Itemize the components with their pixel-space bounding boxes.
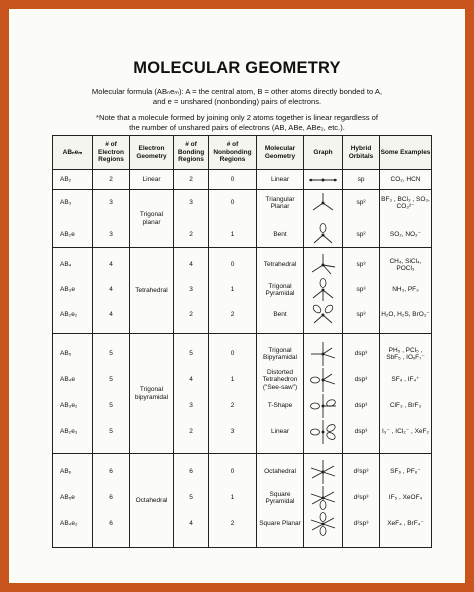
nonbonding-value: 0 [230, 350, 235, 358]
nonbonding-value: 0 [230, 468, 235, 476]
trigonal-pyramidal-shape-icon [304, 278, 342, 302]
molecular-value: Trigonal Pyramidal [265, 282, 295, 297]
molecular-value: Bent [273, 231, 287, 239]
bonding-value: 3 [189, 402, 193, 410]
document-page [9, 9, 465, 583]
formula-value: AB₄e [60, 376, 75, 384]
page-title: MOLECULAR GEOMETRY [133, 59, 341, 77]
regions-value: 5 [109, 402, 113, 410]
examples-value: BF₃ , BCl₃ , SO₃, CO₃²⁻ [381, 195, 430, 210]
geometry-table [52, 135, 432, 548]
cell-nonbonding [209, 248, 257, 334]
regions-value: 4 [109, 311, 113, 319]
electron-geometry-label: Trigonal planar [139, 211, 164, 226]
cell-regions [93, 334, 130, 454]
examples-value: CO₂, HCN [390, 176, 421, 184]
tetrahedral-shape-icon [304, 253, 342, 277]
molecular-value: Linear [270, 428, 290, 436]
formula-value: AB₄e₂ [60, 520, 78, 528]
cell-molecular [257, 248, 304, 334]
cell-bonding [174, 454, 209, 548]
linear-three-lone-pairs-shape-icon [304, 419, 342, 445]
regions-value: 2 [109, 176, 113, 184]
cell-nonbonding [209, 170, 257, 190]
molecular-value: Square Pyramidal [265, 490, 295, 505]
regions-value: 4 [109, 261, 113, 269]
formula-value: AB₂e₃ [60, 428, 78, 436]
molecular-value: Bent [273, 311, 287, 319]
bonding-value: 2 [189, 231, 193, 239]
trigonal-bipyramidal-shape-icon [304, 341, 342, 367]
cell-graph [304, 190, 343, 248]
examples-value: IF₅ , XeOF₄ [388, 494, 423, 502]
table-row-group [53, 454, 432, 548]
cell-bonding [174, 170, 209, 190]
regions-value: 6 [109, 520, 113, 528]
hybrid-value: sp³ [356, 261, 366, 269]
examples-value: SF₆ , PF₆⁻ [390, 468, 421, 476]
formula-value: AB₆ [60, 468, 72, 476]
formula-value: AB₃e₂ [60, 402, 78, 410]
header-nonbonding-regions: # of Nonbonding Regions [209, 136, 257, 170]
formula-value: AB₄ [60, 261, 72, 269]
cell-regions [93, 170, 130, 190]
cell-hybrid [343, 170, 380, 190]
formula-value: AB₅e [60, 494, 75, 502]
regions-value: 5 [109, 376, 113, 384]
cell-formula [53, 334, 93, 454]
examples-value: CH₄, SiCl₄, POCl₃ [389, 257, 422, 272]
molecular-value: Tetrahedral [263, 261, 297, 269]
cell-bonding [174, 334, 209, 454]
cell-eg [130, 454, 174, 548]
hybrid-value: d²sp³ [353, 520, 369, 528]
header-electron-geometry: Electron Geometry [130, 136, 174, 170]
examples-value: PH₅ , PCl₅ , SbF₅ , IOₓF₇⁻ [386, 346, 425, 361]
cell-formula [53, 190, 93, 248]
cell-examples [380, 334, 432, 454]
regions-value: 3 [109, 231, 113, 239]
hybrid-value: sp³ [356, 311, 366, 319]
cell-eg [130, 190, 174, 248]
examples-value: NH₃, PF₃ [392, 286, 419, 294]
hybrid-value: dsp³ [354, 350, 368, 358]
cell-molecular [257, 170, 304, 190]
header-molecular-geometry: Molecular Geometry [257, 136, 304, 170]
nonbonding-value: 2 [230, 311, 235, 319]
header-formula: ABₙeₘ [53, 136, 93, 170]
molecular-value: Square Planar [259, 520, 301, 528]
nonbonding-value: 2 [230, 402, 235, 410]
molecular-value: Trigonal Bipyramidal [263, 346, 297, 361]
cell-graph [304, 248, 343, 334]
formula-value: AB₂e [60, 231, 75, 239]
cell-molecular [257, 454, 304, 548]
octahedral-shape-icon [304, 461, 342, 483]
bonding-value: 2 [189, 428, 193, 436]
cell-eg [130, 170, 174, 190]
nonbonding-value: 0 [230, 261, 235, 269]
linear-shape-icon [304, 170, 342, 190]
regions-value: 6 [109, 494, 113, 502]
cell-nonbonding [209, 190, 257, 248]
cell-regions [93, 190, 130, 248]
intro-line-2: and e = unshared (nonbonding) pairs of electrons. [152, 97, 322, 106]
trigonal-planar-shape-icon [304, 190, 342, 216]
cell-examples [380, 170, 432, 190]
cell-hybrid [343, 190, 380, 248]
bonding-value: 4 [189, 520, 193, 528]
examples-value: H₂O, H₂S, BrO₂⁻ [381, 311, 430, 319]
cell-nonbonding [209, 334, 257, 454]
regions-value: 4 [109, 286, 113, 294]
cell-regions [93, 454, 130, 548]
cell-examples [380, 190, 432, 248]
intro-text [69, 87, 405, 107]
cell-graph [304, 334, 343, 454]
molecular-value: Linear [270, 176, 290, 184]
cell-molecular [257, 334, 304, 454]
cell-formula [53, 170, 93, 190]
formula-value: AB₅ [60, 350, 72, 358]
cell-hybrid [343, 334, 380, 454]
cell-regions [93, 248, 130, 334]
table-body [53, 170, 432, 548]
header-electron-regions: # of Electron Regions [93, 136, 130, 170]
cell-examples [380, 248, 432, 334]
bonding-value: 5 [189, 494, 193, 502]
bonding-value: 3 [189, 199, 193, 207]
bonding-value: 2 [189, 311, 193, 319]
electron-geometry-label: Tetrahedral [135, 286, 168, 294]
cell-eg [130, 334, 174, 454]
table-header-row [53, 136, 432, 170]
nonbonding-value: 1 [230, 231, 235, 239]
hybrid-value: dsp³ [354, 402, 368, 410]
header-hybrid-orbitals: Hybrid Orbitals [343, 136, 380, 170]
bonding-value: 4 [189, 261, 193, 269]
hybrid-value: sp² [356, 231, 366, 239]
cell-bonding [174, 248, 209, 334]
examples-value: SO₂, NO₂⁻ [389, 231, 422, 239]
cell-molecular [257, 190, 304, 248]
molecular-value: Distorted Tetrahedron ("See-saw") [262, 368, 298, 391]
hybrid-value: d²sp³ [353, 468, 369, 476]
nonbonding-value: 1 [230, 494, 235, 502]
cell-nonbonding [209, 454, 257, 548]
cell-graph [304, 170, 343, 190]
header-examples: Some Examples [380, 136, 432, 170]
electron-geometry-label: Trigonal bipyramidal [134, 386, 169, 401]
note-line-2: the number of unshared pairs of electrons (AB, ABe, ABe₂, etc.). [129, 123, 345, 132]
cell-hybrid [343, 454, 380, 548]
nonbonding-value: 1 [230, 286, 235, 294]
table-row-group [53, 190, 432, 248]
cell-examples [380, 454, 432, 548]
examples-value: XeF₄ , BrF₄⁻ [387, 520, 424, 528]
bonding-value: 2 [189, 176, 193, 184]
cell-graph [304, 454, 343, 548]
hybrid-value: sp [357, 176, 365, 184]
nonbonding-value: 0 [230, 199, 235, 207]
cell-eg [130, 248, 174, 334]
molecular-value: Triangular Planar [265, 195, 295, 210]
square-planar-shape-icon [304, 513, 342, 535]
nonbonding-value: 3 [230, 428, 235, 436]
examples-value: I₃⁻ , ICl₂⁻ , XeF₂ [381, 428, 430, 436]
hybrid-value: dsp³ [354, 376, 368, 384]
intro-line-1: Molecular formula (ABₙeₘ): A = the central atom, B = other atoms directly bonded to A, [91, 87, 383, 96]
hybrid-value: sp² [356, 199, 366, 207]
square-pyramidal-shape-icon [304, 487, 342, 509]
cell-bonding [174, 190, 209, 248]
note-text [64, 113, 410, 133]
cell-formula [53, 454, 93, 548]
formula-value: AB₂e₂ [60, 311, 78, 319]
nonbonding-value: 2 [230, 520, 235, 528]
formula-value: AB₂ [60, 176, 72, 184]
cell-formula [53, 248, 93, 334]
hybrid-value: sp³ [356, 286, 366, 294]
nonbonding-value: 0 [230, 176, 235, 184]
formula-value: AB₃e [60, 286, 75, 294]
regions-value: 5 [109, 428, 113, 436]
table-row-group [53, 170, 432, 190]
bent-two-lone-pairs-shape-icon [304, 303, 342, 327]
bonding-value: 5 [189, 350, 193, 358]
bonding-value: 4 [189, 376, 193, 384]
bonding-value: 3 [189, 286, 193, 294]
t-shape-icon [304, 393, 342, 419]
examples-value: SF₄ , IF₄⁺ [391, 376, 420, 384]
header-graph: Graph [304, 136, 343, 170]
molecular-value: Octahedral [264, 468, 296, 476]
regions-value: 3 [109, 199, 113, 207]
table-row-group [53, 248, 432, 334]
bonding-value: 6 [189, 468, 193, 476]
molecular-value: T-Shape [267, 402, 293, 410]
regions-value: 6 [109, 468, 113, 476]
cell-hybrid [343, 248, 380, 334]
table-row-group [53, 334, 432, 454]
note-line-1: *Note that a molecule formed by joining only 2 atoms together is linear regardless of [96, 113, 378, 122]
nonbonding-value: 1 [230, 376, 235, 384]
seesaw-shape-icon [304, 367, 342, 393]
hybrid-value: d²sp³ [353, 494, 369, 502]
electron-geometry-label: Octahedral [135, 496, 168, 504]
examples-value: ClF₃ , BrF₃ [389, 402, 422, 410]
electron-geometry-label: Linear [142, 175, 161, 183]
bent-shape-icon [304, 222, 342, 248]
formula-value: AB₃ [60, 199, 72, 207]
header-bonding-regions: # of Bonding Regions [174, 136, 209, 170]
hybrid-value: dsp³ [354, 428, 368, 436]
regions-value: 5 [109, 350, 113, 358]
